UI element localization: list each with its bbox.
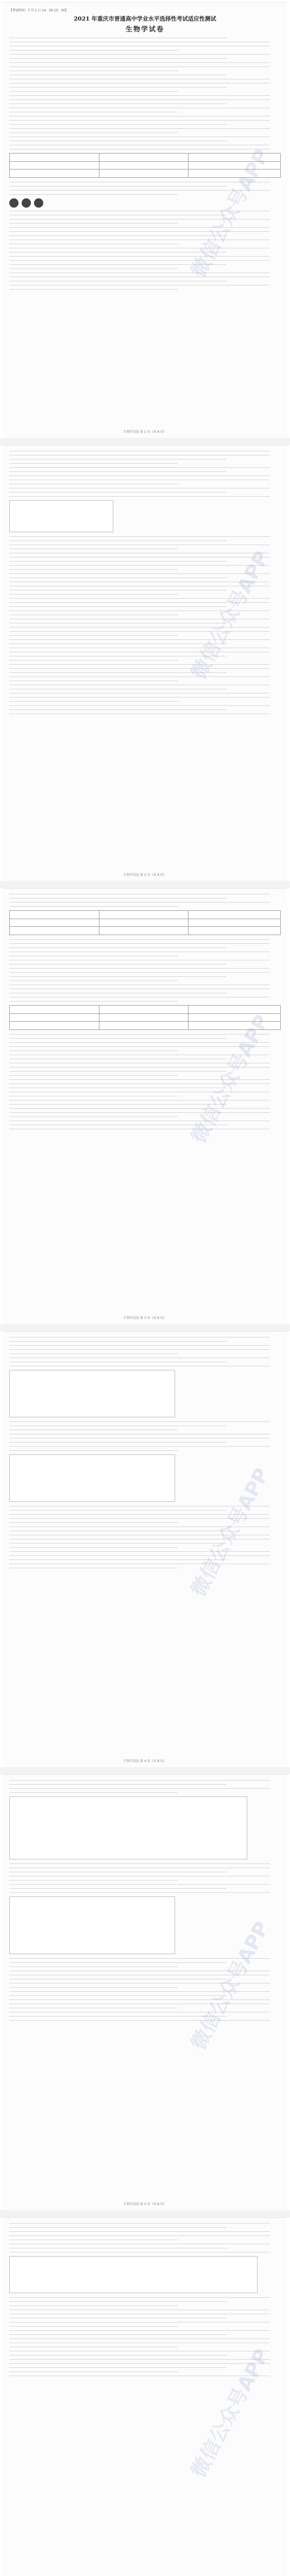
watermark: 微信公众号APP: [186, 2345, 274, 2481]
watermark: 微信公众号APP: [186, 145, 274, 281]
page-footer: 生物学试卷 第 4 页（共 8 页）: [123, 1759, 167, 1763]
page-footer: 生物学试卷 第 3 页（共 8 页）: [123, 1316, 167, 1320]
page-5: [3, 1774, 287, 2210]
watermark: 微信公众号APP: [186, 1464, 274, 1600]
exam-time-note: 【考试时间：7 月 1 日 14：30-15：30】: [9, 9, 68, 12]
page-footer: 生物学试卷 第 5 页（共 8 页）: [123, 2202, 167, 2206]
watermark: 微信公众号APP: [186, 547, 274, 683]
table: [9, 1005, 281, 1030]
figure: [9, 2256, 258, 2293]
watermark: 微信公众号APP: [186, 1011, 274, 1147]
table: [9, 153, 281, 178]
page-2: [3, 445, 287, 881]
page-footer: 生物学试卷 第 2 页（共 8 页）: [123, 873, 167, 877]
figure: [9, 500, 113, 532]
page-3: [3, 888, 287, 1324]
watermark: 微信公众号APP: [186, 1918, 274, 2054]
figure-cells: [9, 198, 281, 208]
figure: [9, 1896, 175, 1954]
subject-title: 生物学试卷: [125, 26, 164, 33]
page-1: [3, 2, 287, 438]
figure: [9, 1797, 247, 1859]
table: [9, 910, 281, 935]
exam-title: 2021 年重庆市普通高中学业水平选择性考试适应性测试: [74, 15, 216, 22]
page-4: [3, 1331, 287, 1767]
page-footer: 生物学试卷 第 1 页（共 8 页）: [123, 430, 167, 434]
page-6: [3, 2217, 287, 2576]
figure: [9, 1370, 175, 1417]
figure: [9, 1454, 175, 1502]
